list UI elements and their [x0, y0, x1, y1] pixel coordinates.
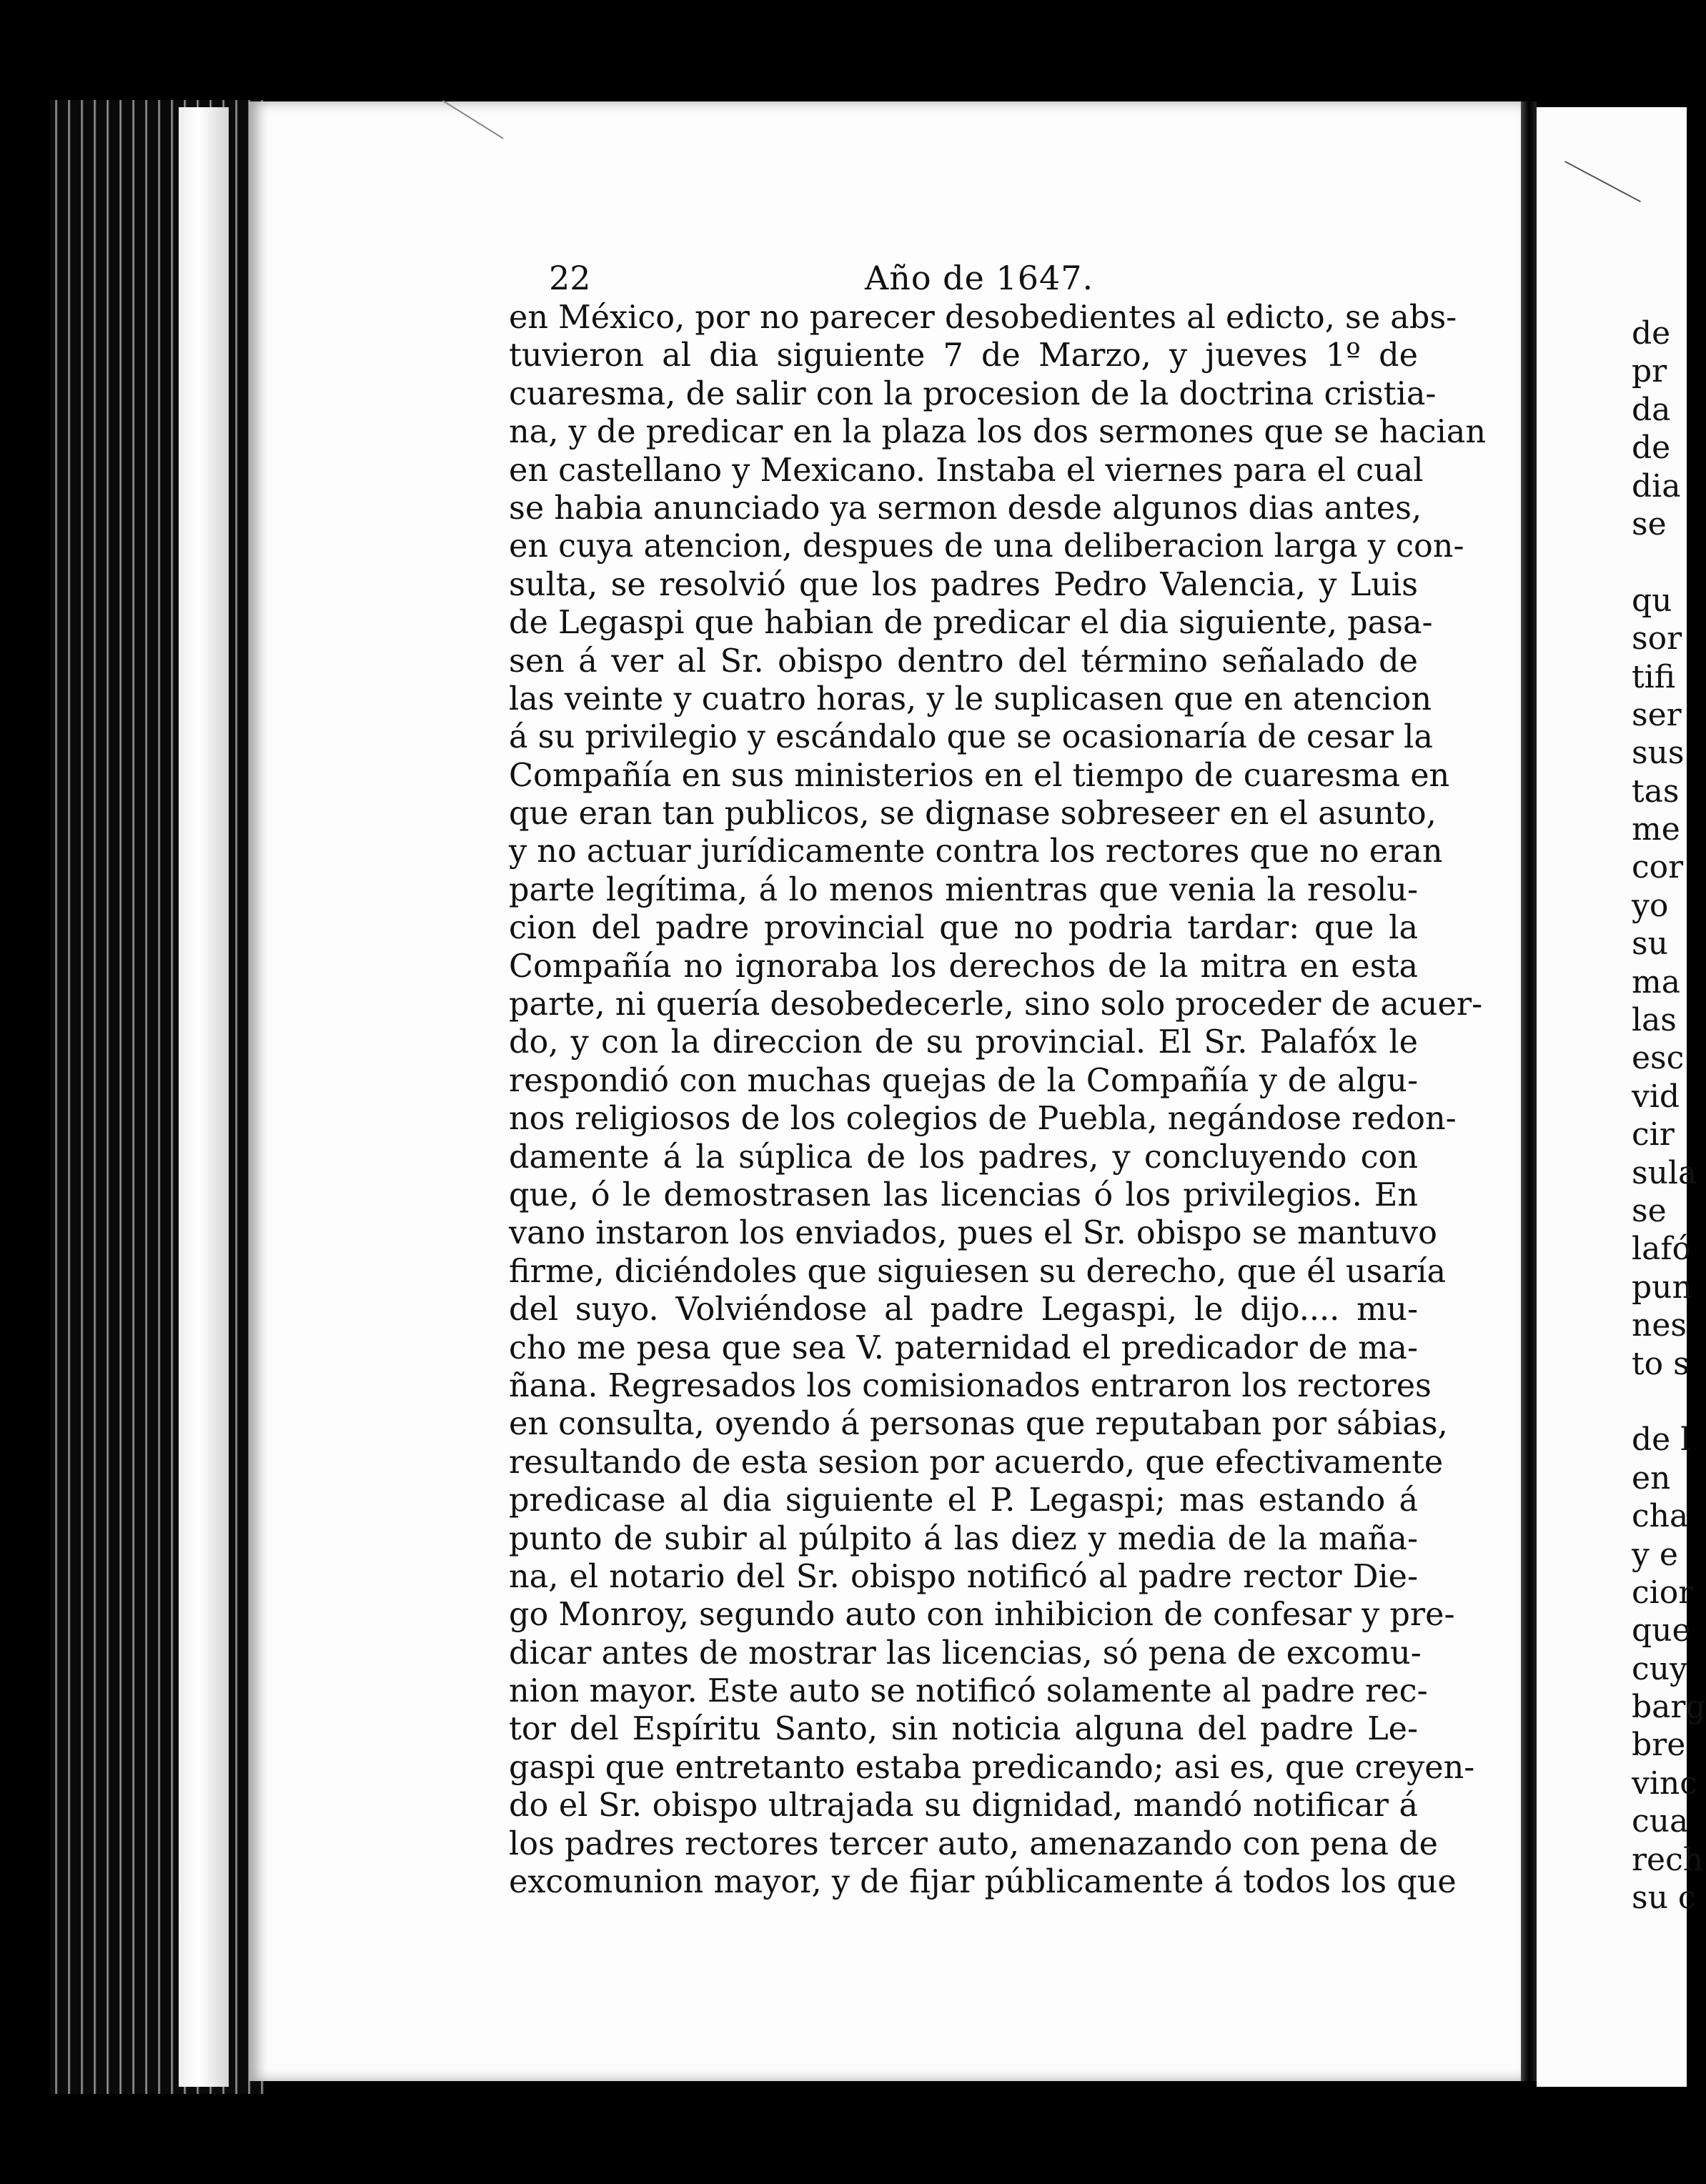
paragraph-gap — [1632, 543, 1687, 581]
text-line: que eran tan publicos, se dignase sobreseer en el asunto, — [509, 795, 1437, 833]
text-line: na, el notario del Sr. obispo notificó al padre rector Die- — [509, 1558, 1418, 1595]
text-fragment: su — [1632, 925, 1668, 963]
text-line: Compañía no ignoraba los derechos de la mitra en esta — [509, 948, 1418, 985]
text-fragment: cir — [1632, 1116, 1675, 1153]
text-line: de Legaspi que habian de predicar el dia siguiente, pasa- — [509, 605, 1433, 642]
text-fragment: pr — [1632, 353, 1667, 390]
text-fragment: esc — [1632, 1040, 1685, 1077]
text-line: punto de subir al púlpito á las diez y media de la maña- — [509, 1520, 1418, 1557]
text-line: nion mayor. Este auto se notificó solamente al padre rec- — [509, 1673, 1428, 1710]
text-fragment: vid — [1632, 1078, 1680, 1115]
text-fragment: cha — [1632, 1498, 1689, 1535]
text-fragment: de l — [1632, 1421, 1691, 1459]
right-page-text-fragments — [1632, 314, 1706, 1917]
text-fragment: nes — [1632, 1307, 1687, 1344]
text-fragment: barg — [1632, 1689, 1706, 1726]
text-fragment: de — [1632, 430, 1671, 467]
text-fragment: tifi — [1632, 658, 1676, 695]
text-line: go Monroy, segundo auto con inhibicion de confesar y pre- — [509, 1597, 1455, 1634]
text-fragment: las — [1632, 1002, 1677, 1039]
text-line: á su privilegio y escándalo que se ocasionaría de cesar la — [509, 719, 1433, 756]
text-fragment: tas — [1632, 773, 1680, 810]
text-fragment: su c — [1632, 1880, 1696, 1917]
text-fragment: to s — [1632, 1345, 1690, 1382]
text-line: do, y con la direccion de su provincial. El Sr. Palafóx le — [509, 1024, 1418, 1061]
text-line: vano instaron los enviados, pues el Sr. obispo se mantuvo — [509, 1215, 1437, 1252]
text-line: damente á la súplica de los padres, y concluyendo con — [509, 1138, 1418, 1176]
text-line: tuvieron al dia siguiente 7 de Marzo, y jueves 1º de — [509, 337, 1418, 374]
text-line: firme, diciéndoles que siguiesen su derecho, que él usaría — [509, 1253, 1446, 1290]
book-page-edge-highlight — [179, 107, 229, 2087]
text-fragment: y e — [1632, 1536, 1678, 1573]
text-line: los padres rectores tercer auto, amenazando con pena de — [509, 1825, 1439, 1862]
text-fragment: se — [1632, 1192, 1667, 1229]
text-line: y no actuar jurídicamente contra los rectores que no eran — [509, 833, 1443, 870]
text-line: cho me pesa que sea V. paternidad el predicador de ma- — [509, 1329, 1418, 1366]
text-fragment: ser — [1632, 696, 1682, 733]
text-fragment: da — [1632, 391, 1671, 428]
text-fragment: se — [1632, 505, 1667, 542]
text-line: excomunion mayor, y de fijar públicamente á todos los que — [509, 1864, 1457, 1901]
text-fragment: rech — [1632, 1841, 1704, 1878]
text-line: se habia anunciado ya sermon desde algunos dias antes, — [509, 490, 1422, 527]
text-fragment: cior — [1632, 1574, 1694, 1611]
text-line: cion del padre provincial que no podria tardar: que la — [509, 910, 1418, 947]
text-line: tor del Espíritu Santo, sin noticia alguna del padre Le- — [509, 1711, 1418, 1748]
text-line: en cuya atencion, despues de una deliberacion larga y con- — [509, 528, 1464, 565]
text-line: parte, ni quería desobedecerle, sino solo proceder de acuer- — [509, 986, 1483, 1023]
body-text — [509, 299, 1486, 1901]
book-gutter — [1521, 101, 1537, 2081]
text-line: sulta, se resolvió que los padres Pedro Valencia, y Luis — [509, 566, 1418, 603]
text-line: parte legítima, á lo menos mientras que venia la resolu- — [509, 871, 1418, 908]
text-fragment: sor — [1632, 620, 1682, 657]
text-fragment: sula — [1632, 1154, 1697, 1191]
page-number: 22 — [549, 259, 591, 297]
text-fragment: dia — [1632, 467, 1681, 505]
book-page-edges — [50, 100, 264, 2094]
running-title: Año de 1647. — [865, 259, 1094, 297]
text-fragment: sus — [1632, 735, 1685, 772]
text-fragment: cua — [1632, 1803, 1689, 1840]
text-line: que, ó le demostrasen las licencias ó los privilegios. En — [509, 1176, 1418, 1213]
text-fragment: bre — [1632, 1727, 1686, 1764]
text-line: predicase al dia siguiente el P. Legaspi; mas estando á — [509, 1482, 1418, 1519]
text-line: en México, por no parecer desobedientes al edicto, se abs- — [509, 299, 1457, 336]
text-line: gaspi que entretanto estaba predicando; asi es, que creyen- — [509, 1749, 1475, 1786]
text-fragment: lafó — [1632, 1231, 1692, 1268]
text-line: nos religiosos de los colegios de Puebla, negándose redon- — [509, 1101, 1457, 1138]
text-line: en castellano y Mexicano. Instaba el viernes para el cual — [509, 452, 1424, 489]
text-fragment: en — [1632, 1459, 1671, 1496]
text-fragment: ma — [1632, 963, 1680, 1001]
text-line: Compañía en sus ministerios en el tiempo de cuaresma en — [509, 757, 1450, 794]
text-line: en consulta, oyendo á personas que reputaban por sábias, — [509, 1406, 1448, 1443]
text-fragment: qu — [1632, 582, 1672, 619]
text-fragment: pun — [1632, 1269, 1692, 1306]
text-line: na, y de predicar en la plaza los dos sermones que se hacian — [509, 414, 1486, 451]
text-line: las veinte y cuatro horas, y le suplicasen que en atencion — [509, 680, 1432, 718]
text-line: do el Sr. obispo ultrajada su dignidad, mandó notificar á — [509, 1787, 1418, 1825]
text-line: sen á ver al Sr. obispo dentro del término señalado de — [509, 642, 1418, 680]
text-fragment: de — [1632, 315, 1671, 352]
text-line: dicar antes de mostrar las licencias, só pena de excomu- — [509, 1634, 1422, 1672]
text-line: del suyo. Volviéndose al padre Legaspi, le dijo.... mu- — [509, 1291, 1418, 1329]
text-line: resultando de esta sesion por acuerdo, que efectivamente — [509, 1444, 1444, 1481]
running-head — [549, 259, 1435, 302]
text-fragment: que — [1632, 1612, 1691, 1649]
text-line: respondió con muchas quejas de la Compañía y de algu- — [509, 1062, 1418, 1099]
text-fragment: me — [1632, 811, 1680, 848]
paragraph-gap — [1632, 1383, 1687, 1421]
text-fragment: vinc — [1632, 1764, 1697, 1802]
text-line: ñana. Regresados los comisionados entraron los rectores — [509, 1367, 1432, 1404]
text-fragment: cor — [1632, 849, 1684, 886]
text-fragment: cuy — [1632, 1650, 1687, 1687]
text-line: cuaresma, de salir con la procesion de la doctrina cristia- — [509, 375, 1437, 412]
text-fragment: yo — [1632, 887, 1669, 924]
